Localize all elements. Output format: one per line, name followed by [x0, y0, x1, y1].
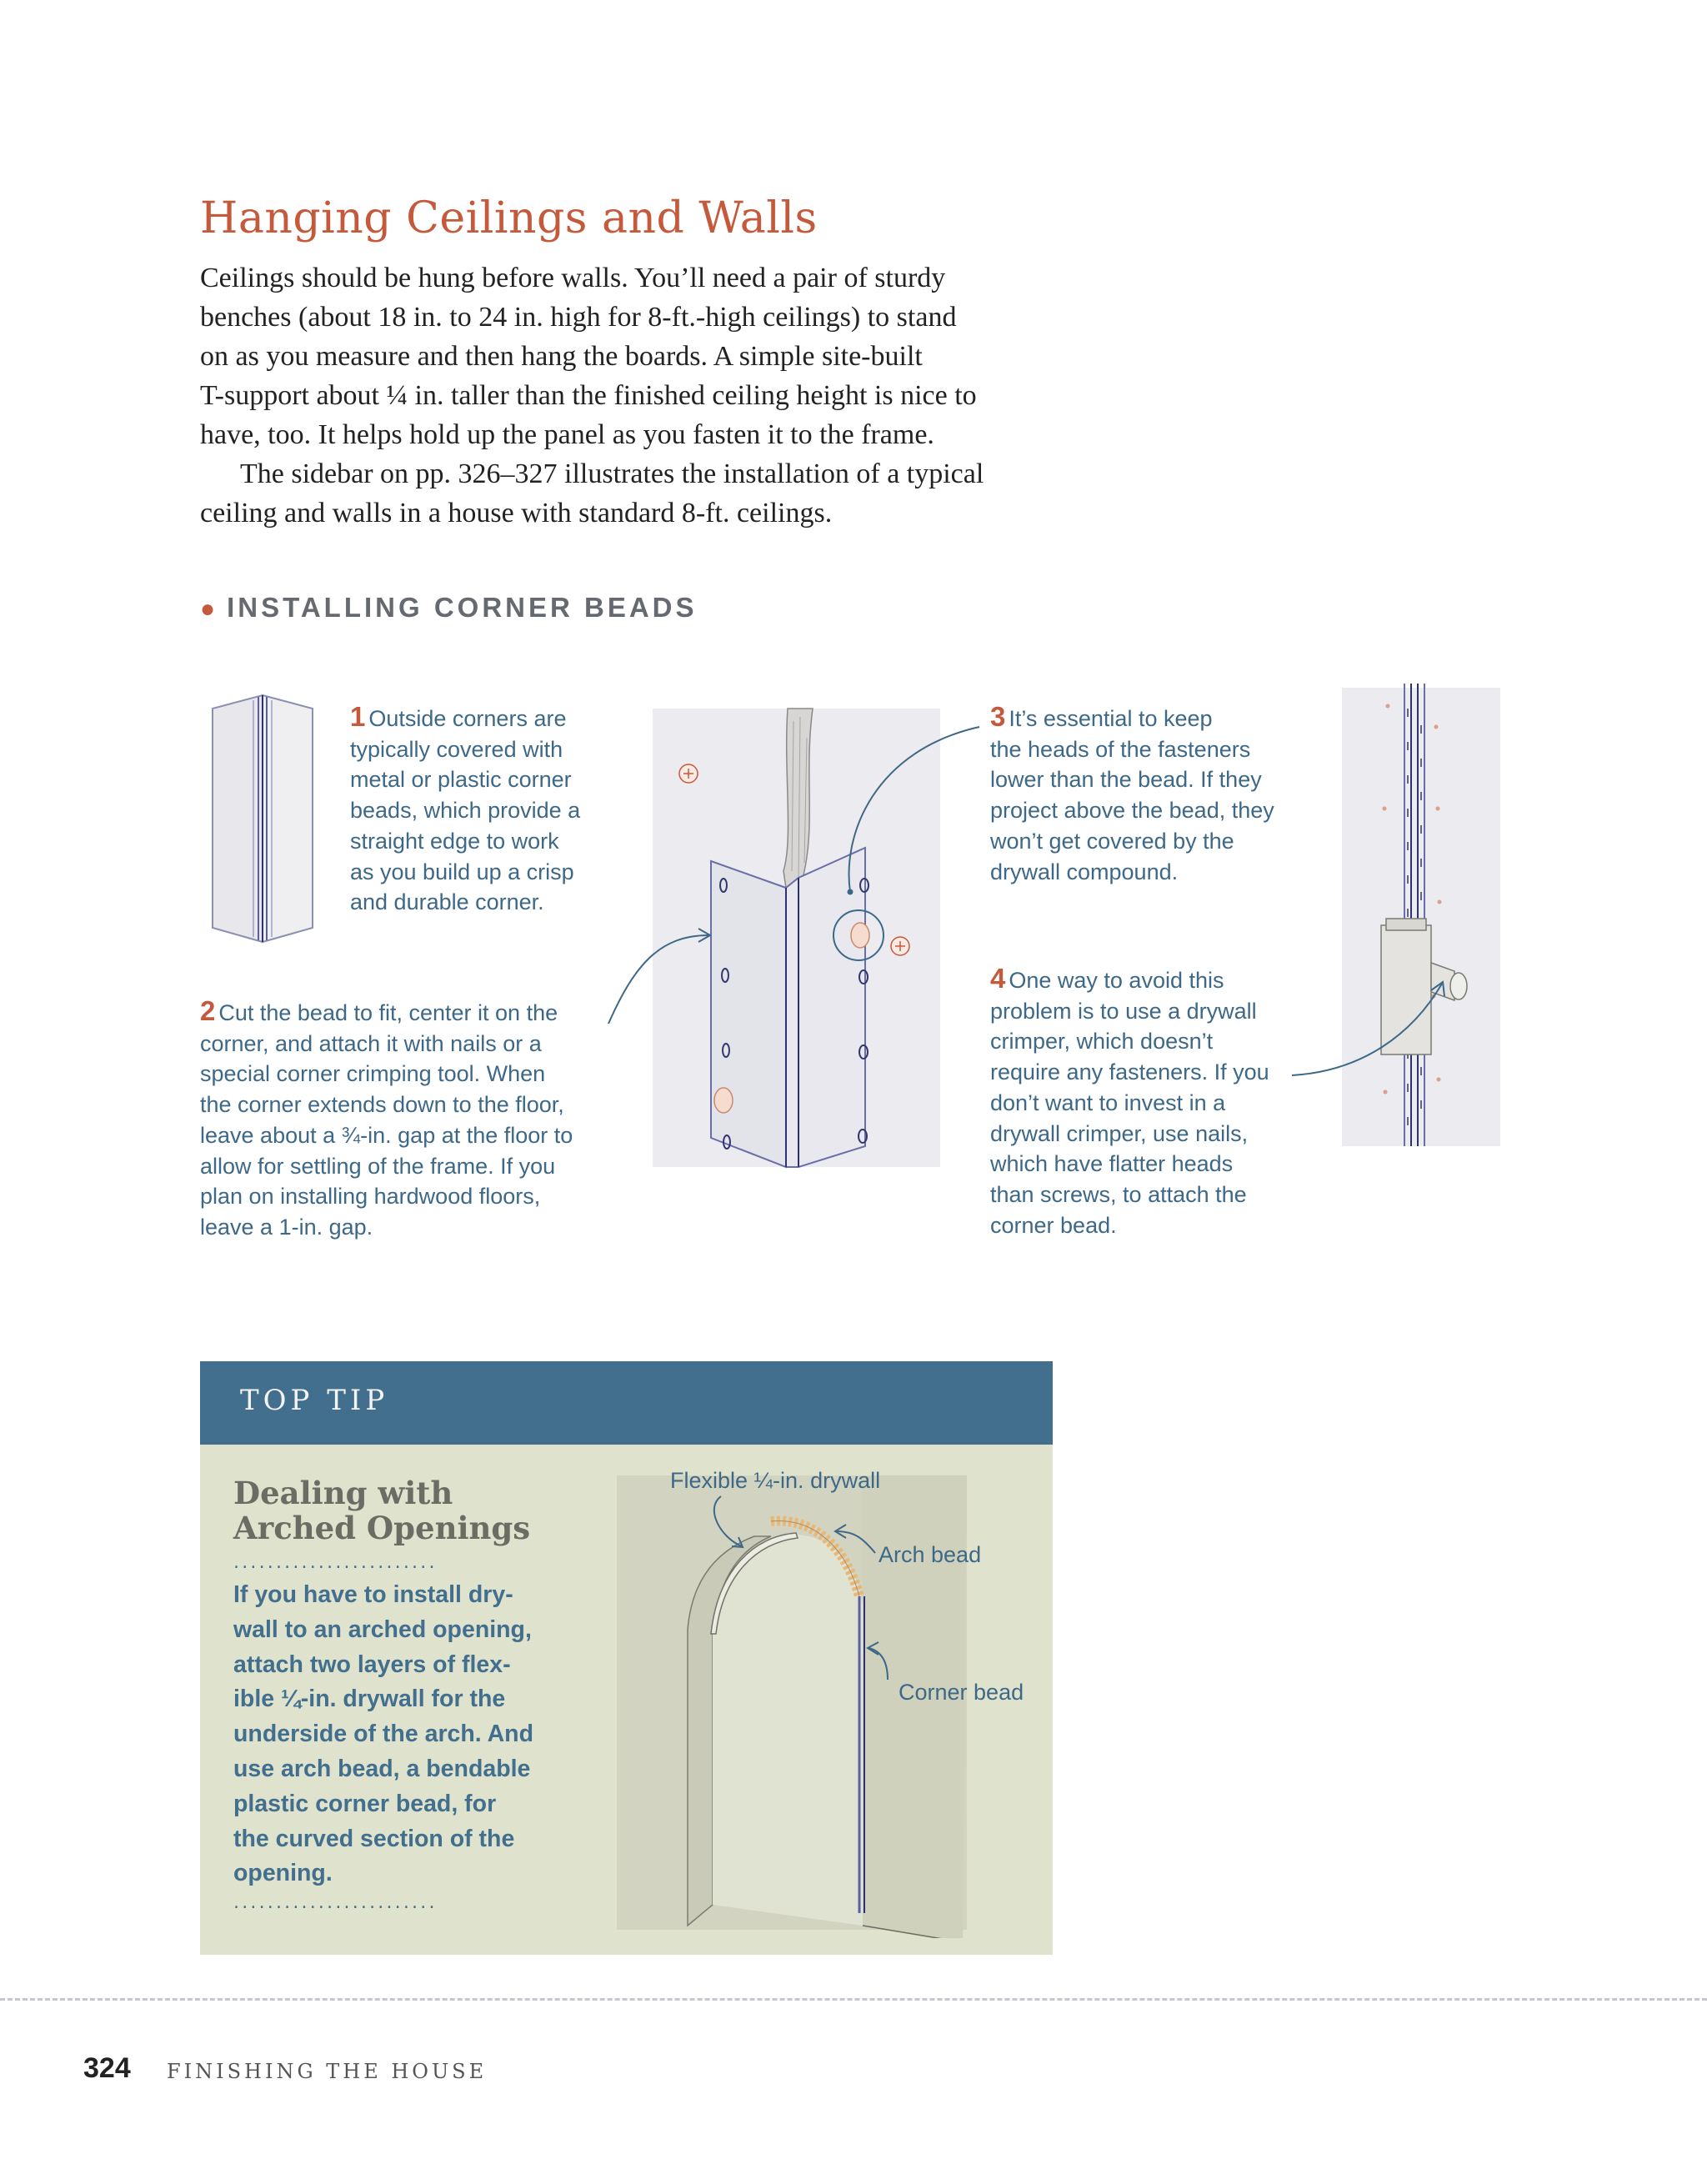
intro-line: The sidebar on pp. 326–327 illustrates the installation of a typical — [240, 458, 984, 489]
caption-line: than screws, to attach the — [990, 1181, 1247, 1207]
caption-line: lower than the bead. If they — [990, 767, 1262, 793]
caption-line: corner, and attach it with nails or a — [200, 1030, 542, 1056]
caption-line: leave about a ¾-in. gap at the floor to — [200, 1122, 573, 1148]
step-1-caption — [350, 702, 580, 918]
tip-text-line: ible ¼-in. drywall for the — [233, 1686, 506, 1713]
page-title: Hanging Ceilings and Walls — [200, 193, 818, 243]
corner-bead-illustration — [200, 690, 325, 949]
caption-line: drywall compound. — [990, 859, 1179, 884]
caption-line: beads, which provide a — [350, 798, 581, 824]
intro-line: T-support about ¼ in. taller than the finished ceiling height is nice to — [200, 380, 977, 411]
caption-line: corner bead. — [990, 1212, 1117, 1238]
caption-line: require any fasteners. If you — [990, 1059, 1269, 1085]
tip-title-line: Dealing with — [233, 1475, 453, 1511]
tip-text-line: If you have to install dry- — [233, 1581, 513, 1608]
caption-line: typically covered with — [350, 736, 563, 762]
page-number: 324 — [83, 2052, 131, 2084]
label-arch-bead: Arch bead — [879, 1542, 982, 1567]
caption-line: problem is to use a drywall — [990, 998, 1257, 1024]
caption-line: special corner crimping tool. When — [200, 1061, 546, 1087]
step-2-caption — [200, 996, 573, 1243]
step-4-callout-line — [1288, 967, 1454, 1084]
intro-line: on as you measure and then hang the boards. A simple site-built — [200, 341, 923, 372]
caption-line: and durable corner. — [350, 889, 544, 915]
caption-line: the heads of the fasteners — [990, 736, 1251, 762]
tip-text-line: attach two layers of flex- — [233, 1651, 511, 1678]
tip-text-line: plastic corner bead, for — [233, 1790, 497, 1817]
caption-line: One way to avoid this — [1009, 968, 1224, 993]
caption-line: Cut the bead to fit, center it on the — [218, 1000, 558, 1025]
caption-line: crimper, which doesn’t — [990, 1029, 1214, 1054]
callout-lines — [600, 717, 984, 1034]
caption-line: drywall crimper, use nails, — [990, 1120, 1249, 1146]
step-number: 1 — [350, 701, 366, 732]
step-number: 4 — [990, 963, 1006, 994]
tip-text-line: underside of the arch. And — [233, 1721, 533, 1748]
caption-line: the corner extends down to the floor, — [200, 1092, 564, 1118]
intro-line: Ceilings should be hung before walls. You’ll need a pair of sturdy — [200, 263, 946, 293]
section-heading-text: INSTALLING CORNER BEADS — [227, 592, 698, 623]
dotted-rule: ........................ — [233, 1552, 438, 1573]
caption-line: leave a 1-in. gap. — [200, 1214, 373, 1240]
step-number: 2 — [200, 995, 216, 1026]
tip-text — [233, 1578, 533, 1891]
running-head: FINISHING THE HOUSE — [167, 2060, 488, 2083]
intro-line: benches (about 18 in. to 24 in. high for 8-ft.-high ceilings) to stand — [200, 302, 957, 333]
bullet-icon: ● — [200, 595, 216, 623]
tip-text-line: wall to an arched opening, — [233, 1615, 532, 1643]
step-number: 3 — [990, 701, 1006, 732]
caption-line: allow for settling of the frame. If you — [200, 1153, 556, 1179]
intro-line: ceiling and walls in a house with standard 8-ft. ceilings. — [200, 498, 833, 528]
tip-title — [233, 1475, 530, 1545]
top-tip-label: TOP TIP — [240, 1384, 389, 1417]
tip-title-line: Arched Openings — [233, 1510, 531, 1546]
caption-line: plan on installing hardwood floors, — [200, 1184, 541, 1210]
caption-line: which have flatter heads — [990, 1151, 1234, 1177]
tip-text-line: opening. — [233, 1860, 333, 1887]
step-4-caption — [990, 964, 1269, 1240]
caption-line: straight edge to work — [350, 828, 559, 854]
tip-text-line: the curved section of the — [233, 1825, 515, 1852]
caption-line: won’t get covered by the — [990, 828, 1234, 854]
caption-line: don’t want to invest in a — [990, 1089, 1226, 1115]
caption-line: as you build up a crisp — [350, 859, 574, 884]
intro-line: have, too. It helps hold up the panel as you fasten it to the frame. — [200, 419, 934, 450]
caption-line: It’s essential to keep — [1009, 706, 1213, 731]
dotted-rule: ........................ — [233, 1892, 438, 1913]
caption-line: project above the bead, they — [990, 798, 1274, 824]
caption-line: metal or plastic corner — [350, 767, 572, 793]
tip-text-line: use arch bead, a bendable — [233, 1755, 531, 1782]
step-3-caption — [990, 702, 1274, 887]
label-flexible-drywall: Flexible ¼-in. drywall — [670, 1468, 881, 1493]
caption-line: Outside corners are — [368, 706, 567, 731]
footer-divider — [0, 1998, 1707, 2001]
label-corner-bead: Corner bead — [899, 1680, 1024, 1705]
section-heading — [200, 592, 698, 624]
intro-paragraph-2 — [200, 454, 1059, 533]
intro-paragraph-1 — [200, 258, 1059, 454]
